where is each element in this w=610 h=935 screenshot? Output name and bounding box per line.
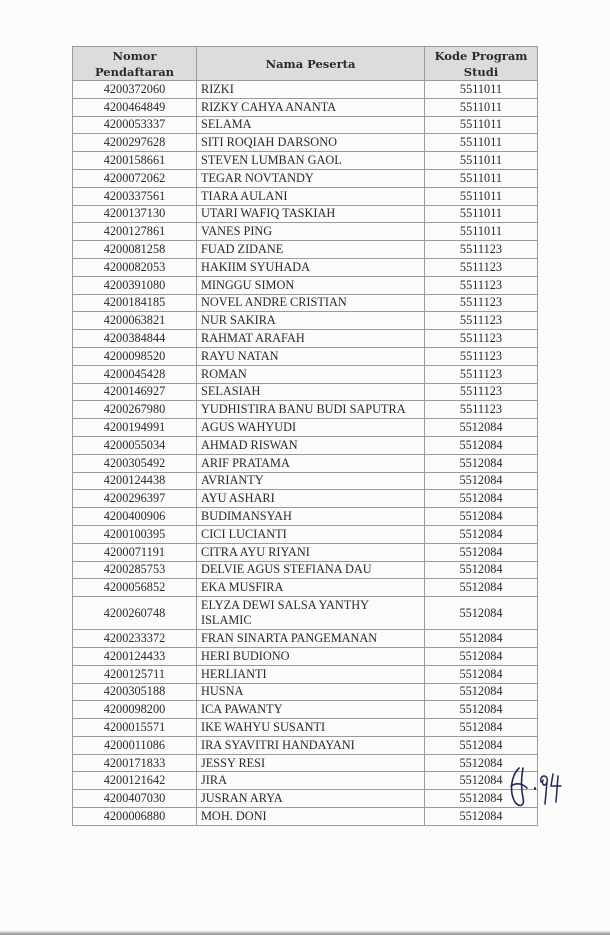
program-code-cell: 5512084 bbox=[425, 701, 538, 719]
registration-number-cell: 4200121642 bbox=[73, 772, 197, 790]
program-code-cell: 5511011 bbox=[425, 116, 538, 134]
program-code-cell: 5512084 bbox=[425, 579, 538, 597]
registration-number-cell: 4200098200 bbox=[73, 701, 197, 719]
program-code-cell: 5512084 bbox=[425, 454, 538, 472]
participant-name-cell: MINGGU SIMON bbox=[197, 276, 425, 294]
registration-number-cell: 4200184185 bbox=[73, 294, 197, 312]
program-code-cell: 5511011 bbox=[425, 134, 538, 152]
registration-number-cell: 4200384844 bbox=[73, 330, 197, 348]
program-code-cell: 5512084 bbox=[425, 508, 538, 526]
participant-name-cell: AVRIANTY bbox=[197, 472, 425, 490]
registration-number-cell: 4200137130 bbox=[73, 205, 197, 223]
registration-number-cell: 4200053337 bbox=[73, 116, 197, 134]
registration-number-cell: 4200372060 bbox=[73, 81, 197, 99]
table-row bbox=[73, 294, 538, 312]
participant-name-cell: ROMAN bbox=[197, 365, 425, 383]
header-registration-number: Nomor Pendaftaran bbox=[73, 47, 197, 81]
program-code-cell: 5511123 bbox=[425, 383, 538, 401]
program-code-cell: 5512084 bbox=[425, 597, 538, 630]
program-code-cell: 5512084 bbox=[425, 647, 538, 665]
scan-edge bbox=[0, 931, 610, 935]
table-row bbox=[73, 347, 538, 365]
table-row bbox=[73, 790, 538, 808]
program-code-cell: 5511123 bbox=[425, 258, 538, 276]
participant-name-cell: AYU ASHARI bbox=[197, 490, 425, 508]
table-row bbox=[73, 116, 538, 134]
program-code-cell: 5511123 bbox=[425, 401, 538, 419]
registration-number-cell: 4200124438 bbox=[73, 472, 197, 490]
table-row bbox=[73, 490, 538, 508]
participant-name-cell: MOH. DONI bbox=[197, 808, 425, 826]
participant-name-cell: RIZKY CAHYA ANANTA bbox=[197, 98, 425, 116]
table-row bbox=[73, 436, 538, 454]
program-code-cell: 5512084 bbox=[425, 683, 538, 701]
participant-name-cell: JIRA bbox=[197, 772, 425, 790]
table-row bbox=[73, 630, 538, 648]
program-code-cell: 5511011 bbox=[425, 205, 538, 223]
participant-name-cell: FRAN SINARTA PANGEMANAN bbox=[197, 630, 425, 648]
registration-number-cell: 4200006880 bbox=[73, 808, 197, 826]
participant-name-cell: SELASIAH bbox=[197, 383, 425, 401]
registration-number-cell: 4200081258 bbox=[73, 241, 197, 259]
registration-number-cell: 4200082053 bbox=[73, 258, 197, 276]
program-code-cell: 5511123 bbox=[425, 330, 538, 348]
participant-name-cell: VANES PING bbox=[197, 223, 425, 241]
participant-name-cell: STEVEN LUMBAN GAOL bbox=[197, 152, 425, 170]
registration-number-cell: 4200285753 bbox=[73, 561, 197, 579]
program-code-cell: 5511011 bbox=[425, 223, 538, 241]
participant-name-cell: EKA MUSFIRA bbox=[197, 579, 425, 597]
participant-name-cell: SITI ROQIAH DARSONO bbox=[197, 134, 425, 152]
table-row bbox=[73, 169, 538, 187]
program-code-cell: 5511123 bbox=[425, 241, 538, 259]
program-code-cell: 5512084 bbox=[425, 561, 538, 579]
participant-name-cell: FUAD ZIDANE bbox=[197, 241, 425, 259]
program-code-cell: 5512084 bbox=[425, 543, 538, 561]
table-row bbox=[73, 579, 538, 597]
table-row bbox=[73, 419, 538, 437]
registration-number-cell: 4200305492 bbox=[73, 454, 197, 472]
registration-number-cell: 4200045428 bbox=[73, 365, 197, 383]
registration-number-cell: 4200297628 bbox=[73, 134, 197, 152]
participant-name-cell: RAHMAT ARAFAH bbox=[197, 330, 425, 348]
table-row bbox=[73, 276, 538, 294]
table-row bbox=[73, 736, 538, 754]
participant-name-cell: CITRA AYU RIYANI bbox=[197, 543, 425, 561]
registration-number-cell: 4200125711 bbox=[73, 665, 197, 683]
participant-name-cell: RAYU NATAN bbox=[197, 347, 425, 365]
table-body bbox=[73, 81, 538, 826]
registration-number-cell: 4200100395 bbox=[73, 525, 197, 543]
table-row bbox=[73, 543, 538, 561]
participant-name-cell: DELVIE AGUS STEFIANA DAU bbox=[197, 561, 425, 579]
participant-name-cell: ARIF PRATAMA bbox=[197, 454, 425, 472]
program-code-cell: 5512084 bbox=[425, 808, 538, 826]
registration-number-cell: 4200055034 bbox=[73, 436, 197, 454]
header-participant-name: Nama Peserta bbox=[197, 47, 425, 81]
participant-name-cell: HUSNA bbox=[197, 683, 425, 701]
program-code-cell: 5511011 bbox=[425, 98, 538, 116]
table-row bbox=[73, 508, 538, 526]
registration-number-cell: 4200391080 bbox=[73, 276, 197, 294]
participant-name-cell: HERI BUDIONO bbox=[197, 647, 425, 665]
table-row bbox=[73, 647, 538, 665]
table-row bbox=[73, 187, 538, 205]
handwritten-initial-signature bbox=[505, 762, 565, 812]
table-row bbox=[73, 472, 538, 490]
registration-number-cell: 4200407030 bbox=[73, 790, 197, 808]
header-program-code: Kode Program Studi bbox=[425, 47, 538, 81]
registration-number-cell: 4200305188 bbox=[73, 683, 197, 701]
table-row bbox=[73, 258, 538, 276]
table-row bbox=[73, 665, 538, 683]
table-row bbox=[73, 597, 538, 630]
participant-name-cell: SELAMA bbox=[197, 116, 425, 134]
table-row bbox=[73, 330, 538, 348]
registration-number-cell: 4200098520 bbox=[73, 347, 197, 365]
registration-number-cell: 4200011086 bbox=[73, 736, 197, 754]
participant-name-cell: TIARA AULANI bbox=[197, 187, 425, 205]
registration-number-cell: 4200171833 bbox=[73, 754, 197, 772]
participant-name-cell: TEGAR NOVTANDY bbox=[197, 169, 425, 187]
table-row bbox=[73, 401, 538, 419]
registration-number-cell: 4200146927 bbox=[73, 383, 197, 401]
registration-number-cell: 4200260748 bbox=[73, 597, 197, 630]
program-code-cell: 5511123 bbox=[425, 276, 538, 294]
table-row bbox=[73, 808, 538, 826]
participant-name-cell: CICI LUCIANTI bbox=[197, 525, 425, 543]
table-row bbox=[73, 81, 538, 99]
registration-number-cell: 4200124433 bbox=[73, 647, 197, 665]
registration-number-cell: 4200296397 bbox=[73, 490, 197, 508]
registration-number-cell: 4200400906 bbox=[73, 508, 197, 526]
registration-number-cell: 4200056852 bbox=[73, 579, 197, 597]
participant-name-cell: NOVEL ANDRE CRISTIAN bbox=[197, 294, 425, 312]
program-code-cell: 5512084 bbox=[425, 436, 538, 454]
program-code-cell: 5511123 bbox=[425, 365, 538, 383]
registration-number-cell: 4200267980 bbox=[73, 401, 197, 419]
table-row bbox=[73, 561, 538, 579]
table-row bbox=[73, 683, 538, 701]
registration-number-cell: 4200127861 bbox=[73, 223, 197, 241]
program-code-cell: 5511011 bbox=[425, 81, 538, 99]
participant-name-cell: RIZKI bbox=[197, 81, 425, 99]
registration-number-cell: 4200337561 bbox=[73, 187, 197, 205]
program-code-cell: 5512084 bbox=[425, 665, 538, 683]
participant-name-cell: JESSY RESI bbox=[197, 754, 425, 772]
table-row bbox=[73, 152, 538, 170]
header-row bbox=[73, 47, 538, 81]
program-code-cell: 5511011 bbox=[425, 169, 538, 187]
participant-name-cell: AHMAD RISWAN bbox=[197, 436, 425, 454]
participant-name-cell: ICA PAWANTY bbox=[197, 701, 425, 719]
registration-number-cell: 4200464849 bbox=[73, 98, 197, 116]
program-code-cell: 5512084 bbox=[425, 472, 538, 490]
table-header bbox=[73, 47, 538, 81]
participant-name-cell: NUR SAKIRA bbox=[197, 312, 425, 330]
registration-number-cell: 4200072062 bbox=[73, 169, 197, 187]
registration-number-cell: 4200063821 bbox=[73, 312, 197, 330]
table-row bbox=[73, 754, 538, 772]
program-code-cell: 5511123 bbox=[425, 294, 538, 312]
participant-name-cell: HERLIANTI bbox=[197, 665, 425, 683]
program-code-cell: 5512084 bbox=[425, 719, 538, 737]
program-code-cell: 5512084 bbox=[425, 630, 538, 648]
program-code-cell: 5511123 bbox=[425, 312, 538, 330]
participant-name-cell: AGUS WAHYUDI bbox=[197, 419, 425, 437]
program-code-cell: 5511011 bbox=[425, 152, 538, 170]
program-code-cell: 5511011 bbox=[425, 187, 538, 205]
program-code-cell: 5511123 bbox=[425, 347, 538, 365]
table-row bbox=[73, 701, 538, 719]
program-code-cell: 5512084 bbox=[425, 525, 538, 543]
table-row bbox=[73, 98, 538, 116]
program-code-cell: 5512084 bbox=[425, 736, 538, 754]
table-row bbox=[73, 312, 538, 330]
registration-number-cell: 4200233372 bbox=[73, 630, 197, 648]
table-row bbox=[73, 772, 538, 790]
participant-name-cell: UTARI WAFIQ TASKIAH bbox=[197, 205, 425, 223]
participant-name-cell: HAKIIM SYUHADA bbox=[197, 258, 425, 276]
participant-table bbox=[72, 46, 538, 826]
registration-number-cell: 4200015571 bbox=[73, 719, 197, 737]
table-row bbox=[73, 719, 538, 737]
table-row bbox=[73, 134, 538, 152]
table-row bbox=[73, 383, 538, 401]
participant-name-cell: YUDHISTIRA BANU BUDI SAPUTRA bbox=[197, 401, 425, 419]
program-code-cell: 5512084 bbox=[425, 754, 538, 772]
program-code-cell: 5512084 bbox=[425, 772, 538, 790]
participant-name-cell: JUSRAN ARYA bbox=[197, 790, 425, 808]
participant-name-cell: IKE WAHYU SUSANTI bbox=[197, 719, 425, 737]
table-row bbox=[73, 241, 538, 259]
participant-name-cell: IRA SYAVITRI HANDAYANI bbox=[197, 736, 425, 754]
program-code-cell: 5512084 bbox=[425, 790, 538, 808]
table-row bbox=[73, 454, 538, 472]
participant-name-cell: ELYZA DEWI SALSA YANTHY ISLAMIC bbox=[197, 597, 425, 630]
program-code-cell: 5512084 bbox=[425, 419, 538, 437]
registration-number-cell: 4200158661 bbox=[73, 152, 197, 170]
table-row bbox=[73, 525, 538, 543]
participant-name-cell: BUDIMANSYAH bbox=[197, 508, 425, 526]
table-row bbox=[73, 223, 538, 241]
table-row bbox=[73, 365, 538, 383]
table-row bbox=[73, 205, 538, 223]
registration-number-cell: 4200071191 bbox=[73, 543, 197, 561]
program-code-cell: 5512084 bbox=[425, 490, 538, 508]
registration-number-cell: 4200194991 bbox=[73, 419, 197, 437]
